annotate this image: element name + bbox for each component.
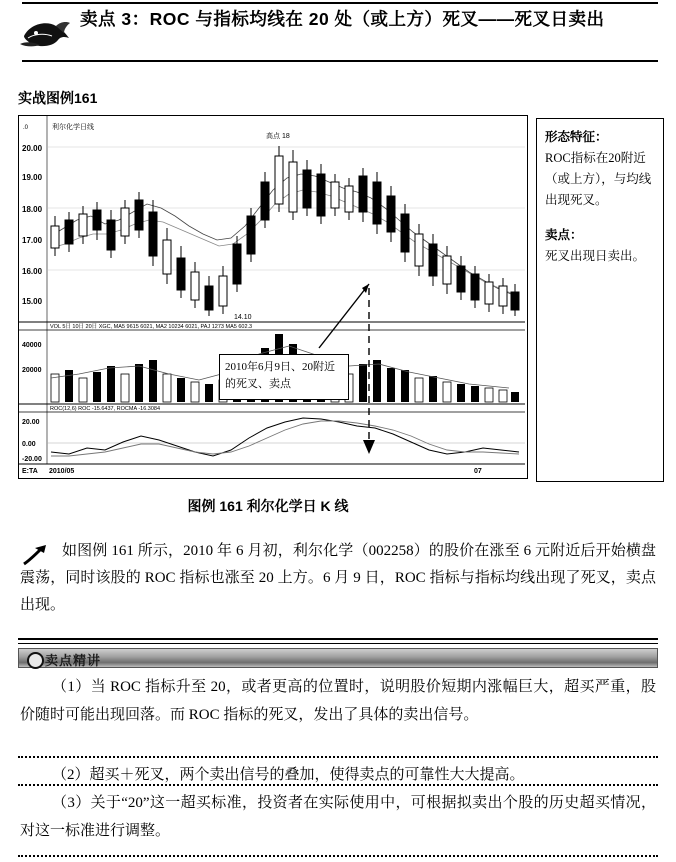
svg-text:20000: 20000 <box>22 367 42 374</box>
note-title-sell: 卖点： <box>545 228 583 242</box>
header-top-rule <box>22 2 658 4</box>
svg-text:VOL 5日 10日 20日 XGC, MA5 961: VOL 5日 10日 20日 XGC, MA5 9615 6021, MA2 10234 6021, PAJ 1273 MA5 602.3 <box>50 324 253 330</box>
chart-canvas <box>19 116 525 476</box>
point-paragraph-1: （1）当 ROC 指标升至 20，或者更高的位置时，说明股价短期内涨幅巨大，超买严重，股价随时可能出现回落。而 ROC 指标的死叉，发出了具体的卖出信号。 <box>20 679 656 723</box>
svg-text:19.00: 19.00 <box>22 173 43 182</box>
dotted-divider-3 <box>18 855 658 857</box>
header-bottom-rule <box>22 60 658 62</box>
point-paragraph-3: （3）关于“20”这一超买标准，投资者在实际使用中，可根据拟卖出个股的历史超买情况，对这一标准进行调整。 <box>20 795 656 839</box>
svg-text:18.00: 18.00 <box>22 205 43 214</box>
svg-text:0.00: 0.00 <box>22 441 36 448</box>
chart-callout: 2010年6月9日、20附近的死叉、卖点 <box>219 354 349 400</box>
svg-text:利尔化学日线: 利尔化学日线 <box>52 124 94 131</box>
svg-text:07: 07 <box>474 468 482 475</box>
figure-caption: 图例 161 利尔化学日 K 线 <box>187 498 349 514</box>
section-banner <box>18 648 658 668</box>
pattern-note-box <box>536 118 664 482</box>
svg-text:17.00: 17.00 <box>22 236 43 245</box>
bullet-circle-icon <box>27 652 44 669</box>
note-body-sell: 死叉出现日卖出。 <box>545 249 646 263</box>
point-paragraph-2: （2）超买＋死叉，两个卖出信号的叠加，使得卖点的可靠性大大提高。 <box>52 767 525 783</box>
note-body-pattern: ROC指标在20附近（或上方），与均线出现死叉。 <box>545 151 652 207</box>
note-spacer <box>545 211 656 225</box>
page-title: 卖点 3：ROC 与指标均线在 20 处（或上方）死叉——死叉日卖出 <box>80 9 605 29</box>
svg-text:E:TA: E:TA <box>22 468 38 475</box>
svg-text:2010/05: 2010/05 <box>49 468 75 475</box>
svg-text:40000: 40000 <box>22 342 42 349</box>
stock-chart <box>18 115 528 479</box>
dotted-divider-1 <box>18 756 658 758</box>
svg-text:.0: .0 <box>23 125 29 131</box>
svg-text:14.10: 14.10 <box>234 314 252 321</box>
svg-text:高点 18: 高点 18 <box>266 133 290 140</box>
svg-text:-20.00: -20.00 <box>22 456 42 463</box>
note-title-pattern: 形态特征： <box>545 130 608 144</box>
svg-text:20.00: 20.00 <box>22 419 40 426</box>
section-label: 实战图例161 <box>18 90 98 106</box>
svg-text:20.00: 20.00 <box>22 144 43 153</box>
fish-logo-icon <box>20 14 72 52</box>
banner-label: 卖点精讲 <box>45 653 102 668</box>
body-paragraph: 如图例 161 所示，2010 年 6 月初，利尔化学（002258）的股价在涨至 6 元附近后开始横盘震荡，同时该股的 ROC 指标也涨至 20 上方。6 月 9 日，ROC 指标与指标均线出现了死叉，卖点出现。 <box>20 543 656 613</box>
svg-text:ROC(12,6) ROC -15.6437, ROCMA: ROC(12,6) ROC -15.6437, ROCMA -16.3084 <box>50 406 161 412</box>
page-header <box>0 0 676 62</box>
divider-rule-top <box>18 638 658 640</box>
svg-text:16.00: 16.00 <box>22 267 43 276</box>
divider-rule-bottom <box>18 643 658 644</box>
dotted-divider-2 <box>18 784 658 786</box>
svg-text:15.00: 15.00 <box>22 297 43 306</box>
